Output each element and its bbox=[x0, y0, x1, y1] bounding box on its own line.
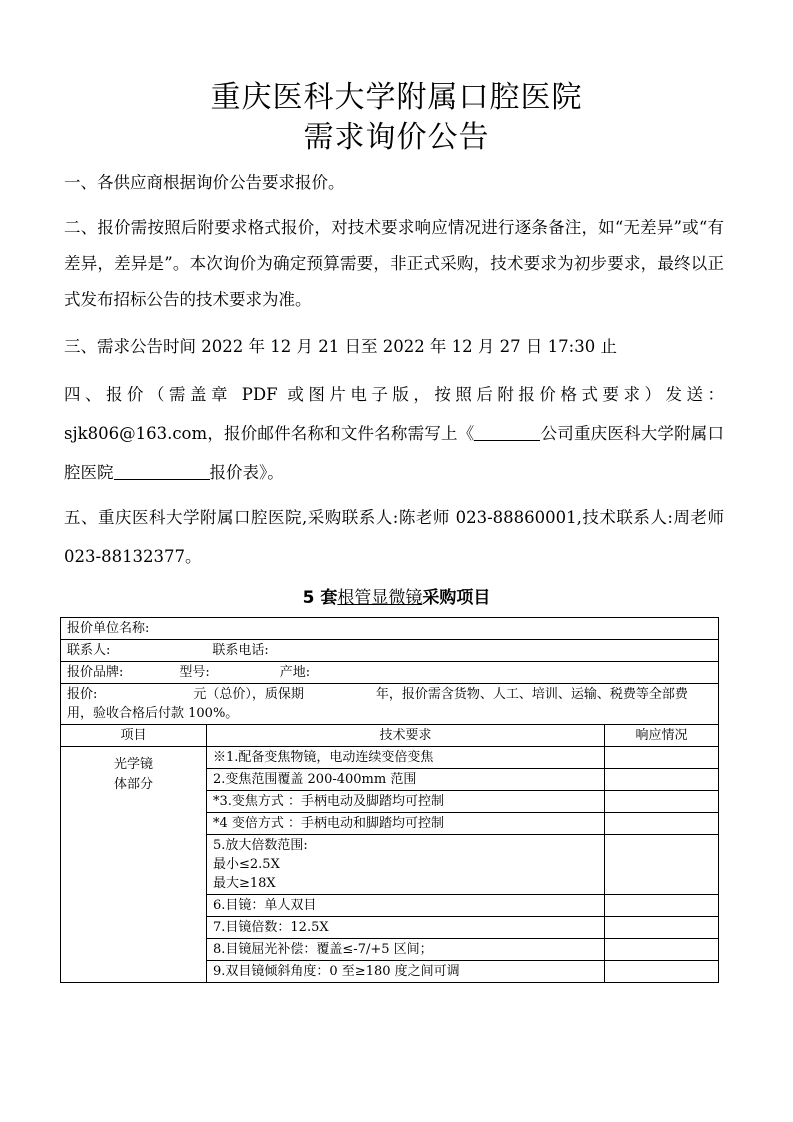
header-item: 项目 bbox=[61, 725, 207, 747]
procurement-heading bbox=[0, 586, 793, 610]
requirement-cell: *4 变倍方式 ：手柄电动和脚踏均可控制 bbox=[207, 813, 605, 835]
paragraph-3: 三、需求公告时间 2022 年 12 月 21 日至 2022 年 12 月 27 日 17:30 止 bbox=[64, 337, 617, 356]
form-row-contact bbox=[61, 640, 719, 662]
table-header-row bbox=[61, 725, 719, 747]
phone-label: 联系电话: bbox=[212, 643, 269, 658]
price-label: 报价: bbox=[67, 687, 98, 702]
paragraph-4-text-a: 四、报价（需盖章 PDF 或图片电子版，按照后附报价格式要求）发送：sjk806@163.com，报价邮件名称和文件名称需写上《 bbox=[64, 385, 724, 443]
document-title: 重庆医科大学附属口腔医院 bbox=[210, 80, 583, 115]
response-cell bbox=[605, 791, 719, 813]
requirement-cell: 7.目镜倍数：12.5X bbox=[207, 917, 605, 939]
paragraph-5: 五、重庆医科大学附属口腔医院,采购联系人:陈老师 023-88860001,技术联系人:周老师 023-88132377。 bbox=[64, 508, 724, 566]
price-terms-text: 年，报价需含货物、人工、培训、运输、税费等全部费用，验收合格后付款 100%。 bbox=[67, 687, 688, 721]
heading-quantity: 5 套 bbox=[302, 588, 338, 608]
heading-suffix: 采购项目 bbox=[422, 588, 491, 608]
response-cell bbox=[605, 917, 719, 939]
requirement-cell: *3.变焦方式 ：手柄电动及脚踏均可控制 bbox=[207, 791, 605, 813]
requirement-cell bbox=[207, 835, 605, 895]
requirement-cell: 6.目镜：单人双目 bbox=[207, 895, 605, 917]
paragraph-4 bbox=[64, 375, 724, 492]
response-cell bbox=[605, 813, 719, 835]
response-cell bbox=[605, 835, 719, 895]
category-cell bbox=[61, 747, 207, 983]
brand-cell bbox=[61, 662, 719, 684]
origin-label: 产地: bbox=[279, 665, 311, 680]
paragraph-2: 二、报价需按照后附要求格式报价，对技术要求响应情况进行逐条备注，如“无差异”或“有差异，差异是”。本次询价为确定预算需要，非正式采购，技术要求为初步要求，最终以正式发布招标公告的技术要求为准。 bbox=[64, 218, 724, 309]
form-row-unit bbox=[61, 618, 719, 640]
form-row-price bbox=[61, 684, 719, 725]
table-row bbox=[61, 747, 719, 769]
category-line-1: 光学镜 bbox=[113, 757, 153, 772]
requirement-cell: 8.目镜屈光补偿：覆盖≤-7/+5 区间； bbox=[207, 939, 605, 961]
hospital-blank-line bbox=[114, 461, 210, 480]
response-cell bbox=[605, 961, 719, 983]
brand-label: 报价品牌: bbox=[67, 665, 124, 680]
response-cell bbox=[605, 769, 719, 791]
paragraph-1: 一、各供应商根据询价公告要求报价。 bbox=[64, 173, 345, 192]
response-cell bbox=[605, 747, 719, 769]
requirement-line: 5.放大倍数范围: bbox=[213, 838, 308, 853]
contact-cell bbox=[61, 640, 719, 662]
requirement-line: 最大≥18X bbox=[213, 876, 276, 891]
requirement-cell: ※1.配备变焦物镜，电动连续变倍变焦 bbox=[207, 747, 605, 769]
header-tech-requirements: 技术要求 bbox=[207, 725, 605, 747]
requirement-line: 最小≤2.5X bbox=[213, 857, 280, 872]
paragraph-4-text-c: 报价表》。 bbox=[209, 463, 284, 482]
unit-name-label: 报价单位名称: bbox=[67, 621, 150, 636]
unit-name-cell bbox=[61, 618, 719, 640]
quotation-table bbox=[60, 617, 719, 983]
response-cell bbox=[605, 939, 719, 961]
response-cell bbox=[605, 895, 719, 917]
paragraph-4-text-b: 公司重庆医科大学附属口腔医院 bbox=[64, 424, 724, 482]
form-row-brand bbox=[61, 662, 719, 684]
price-total-text: 元（总价），质保期 bbox=[193, 687, 304, 702]
requirement-cell: 9.双目镜倾斜角度：0 至≥180 度之间可调 bbox=[207, 961, 605, 983]
price-cell bbox=[61, 684, 719, 725]
heading-item: 根管显微镜 bbox=[337, 588, 423, 608]
contact-label: 联系人: bbox=[67, 643, 111, 658]
requirement-cell: 2.变焦范围覆盖 200-400mm 范围 bbox=[207, 769, 605, 791]
header-response: 响应情况 bbox=[605, 725, 719, 747]
company-blank-line bbox=[474, 422, 540, 441]
model-label: 型号: bbox=[179, 665, 210, 680]
document-subtitle: 需求询价公告 bbox=[303, 120, 490, 155]
category-line-2: 体部分 bbox=[113, 777, 153, 792]
